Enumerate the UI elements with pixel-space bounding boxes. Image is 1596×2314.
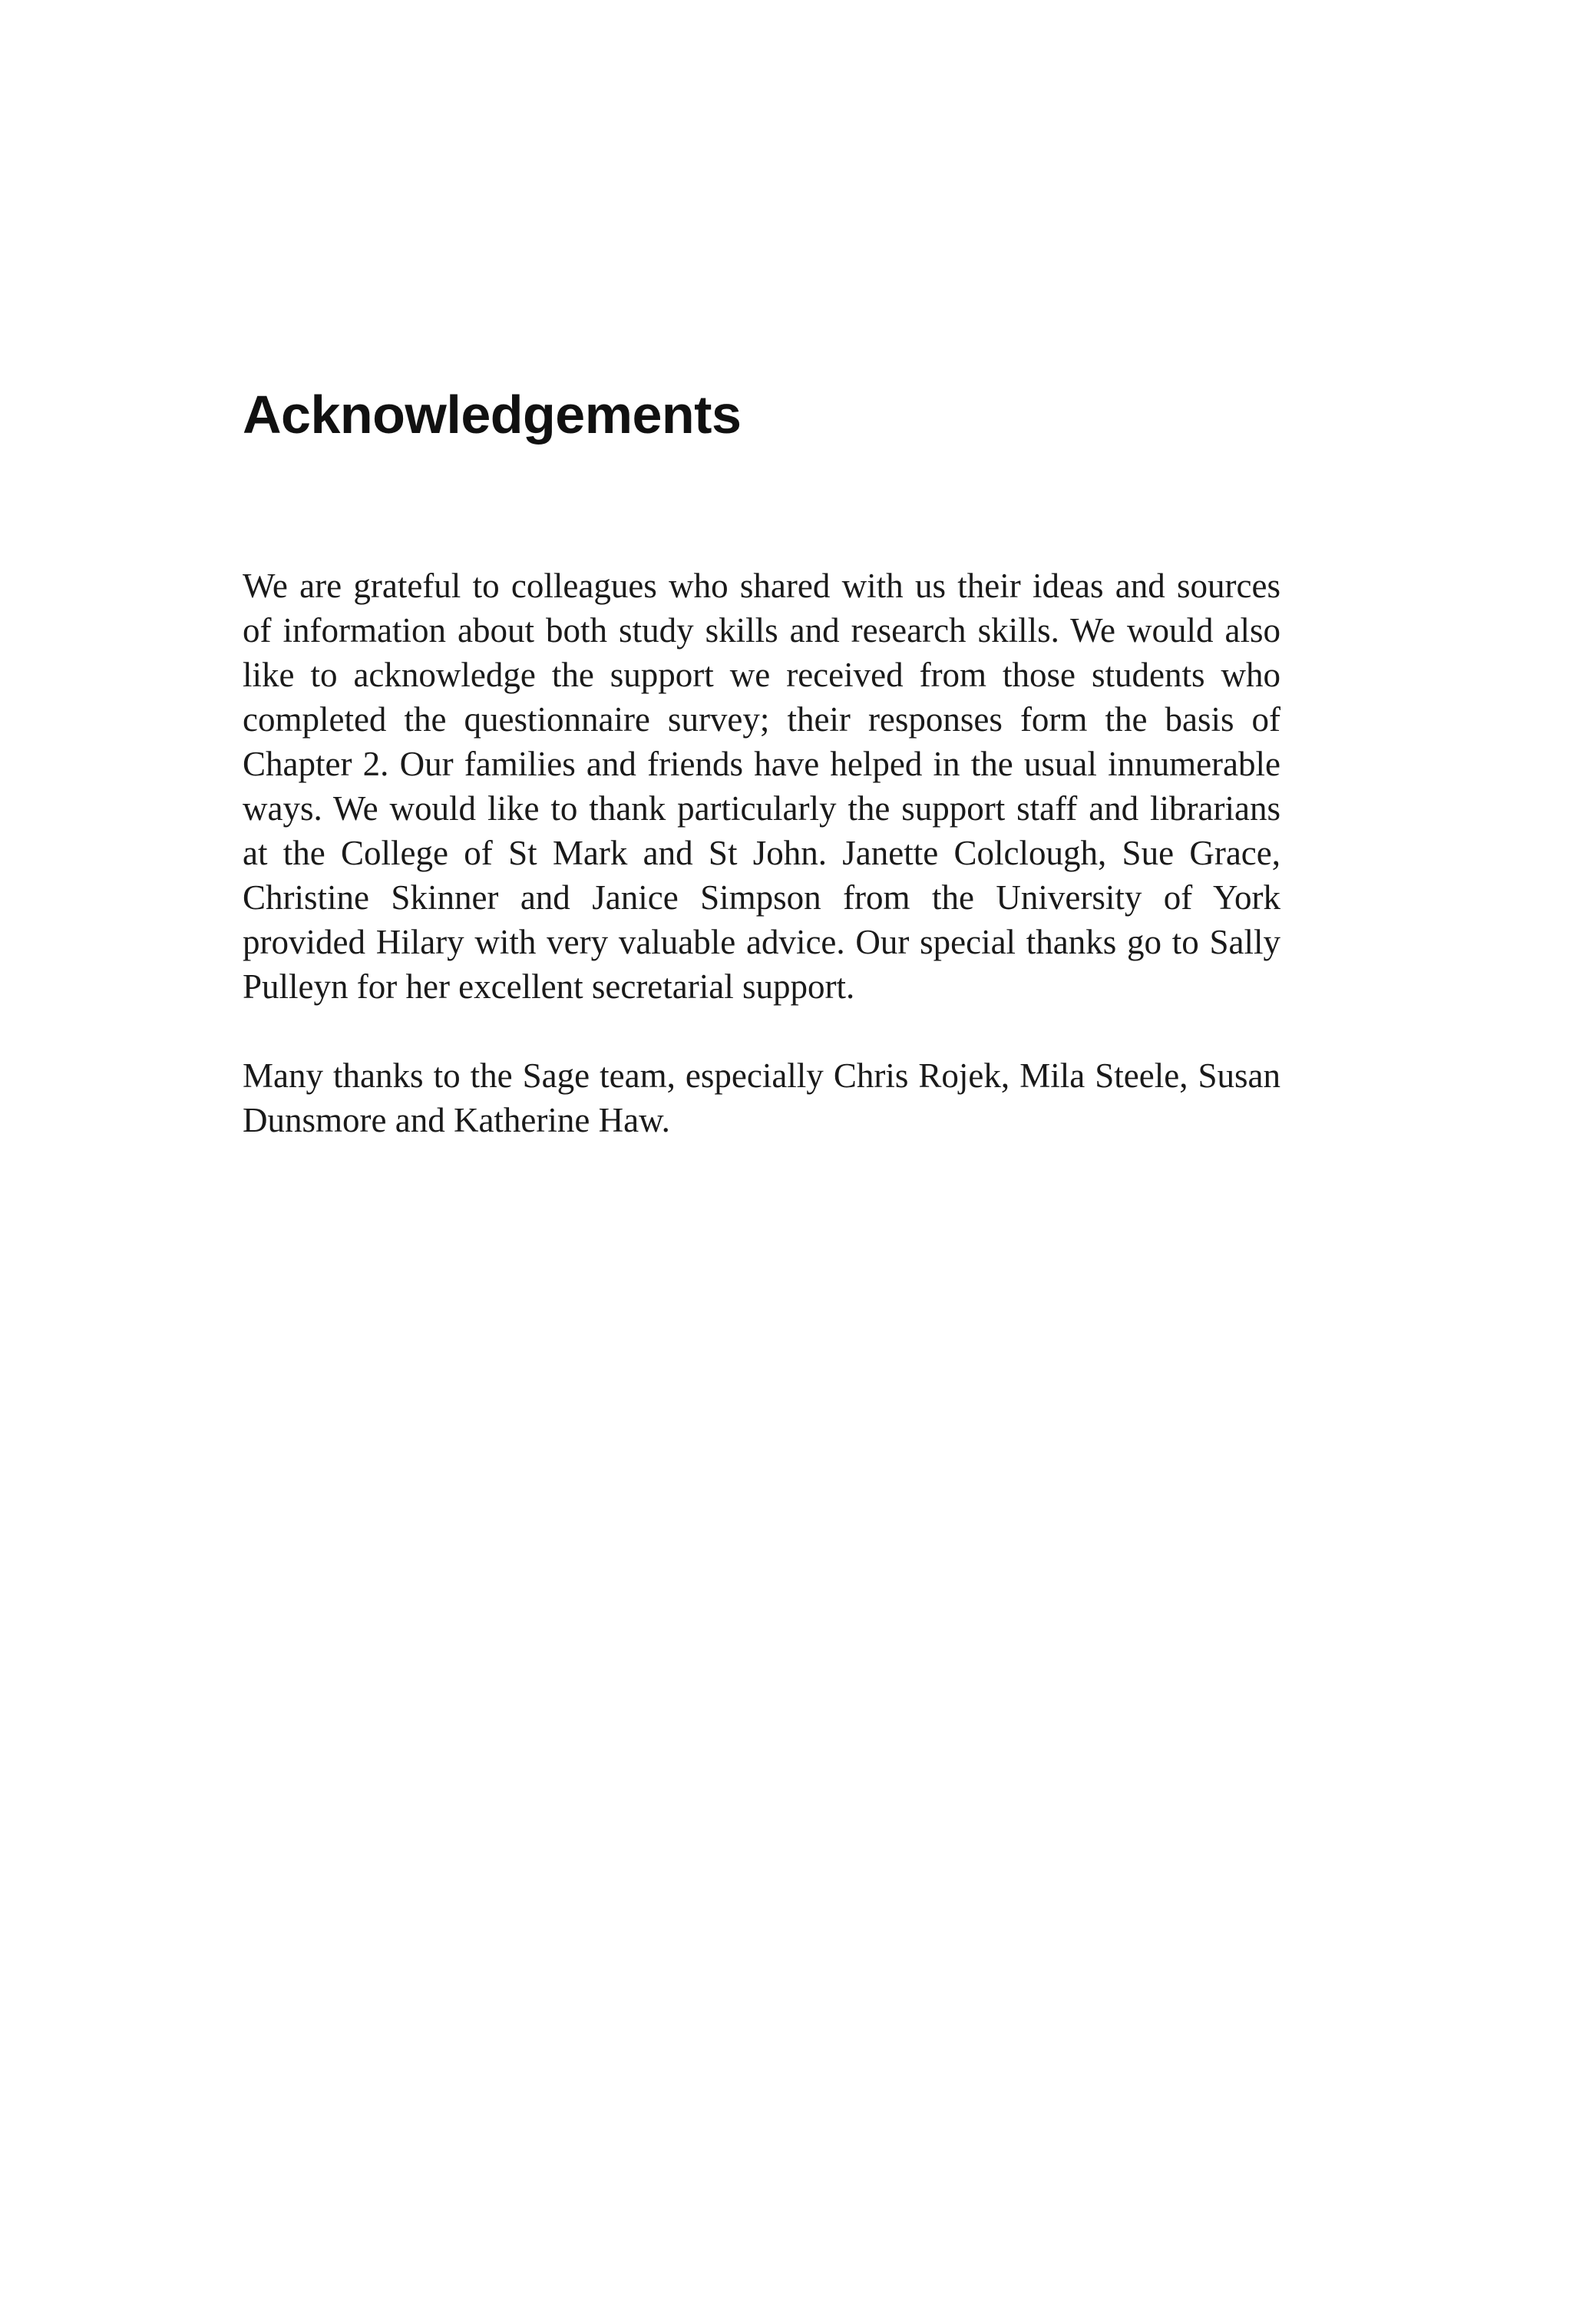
paragraph-colleagues: We are grateful to colleagues who shared with us their ideas and sources of information about both study skills and research skills. We would also like to acknowledge the support we received from those students who completed the questionnaire survey; their responses form the basis of Chapter 2. Our families and friends have helped in the usual innumerable ways. We would like to thank particularly the support staff and librarians at the College of St Mark and St John. Janette Colclough, Sue Grace, Christine Skinner and Janice Simpson from the University of York provided Hilary with very valuable advice. Our special thanks go to Sally Pulleyn for her excellent secretarial support. — [243, 567, 1280, 1006]
paragraph-sage-team: Many thanks to the Sage team, especially Chris Rojek, Mila Steele, Susan Dunsmore and Katherine Haw. — [243, 1056, 1280, 1139]
page-title: Acknowledgements — [243, 385, 742, 445]
acknowledgements-body — [243, 564, 1280, 1187]
